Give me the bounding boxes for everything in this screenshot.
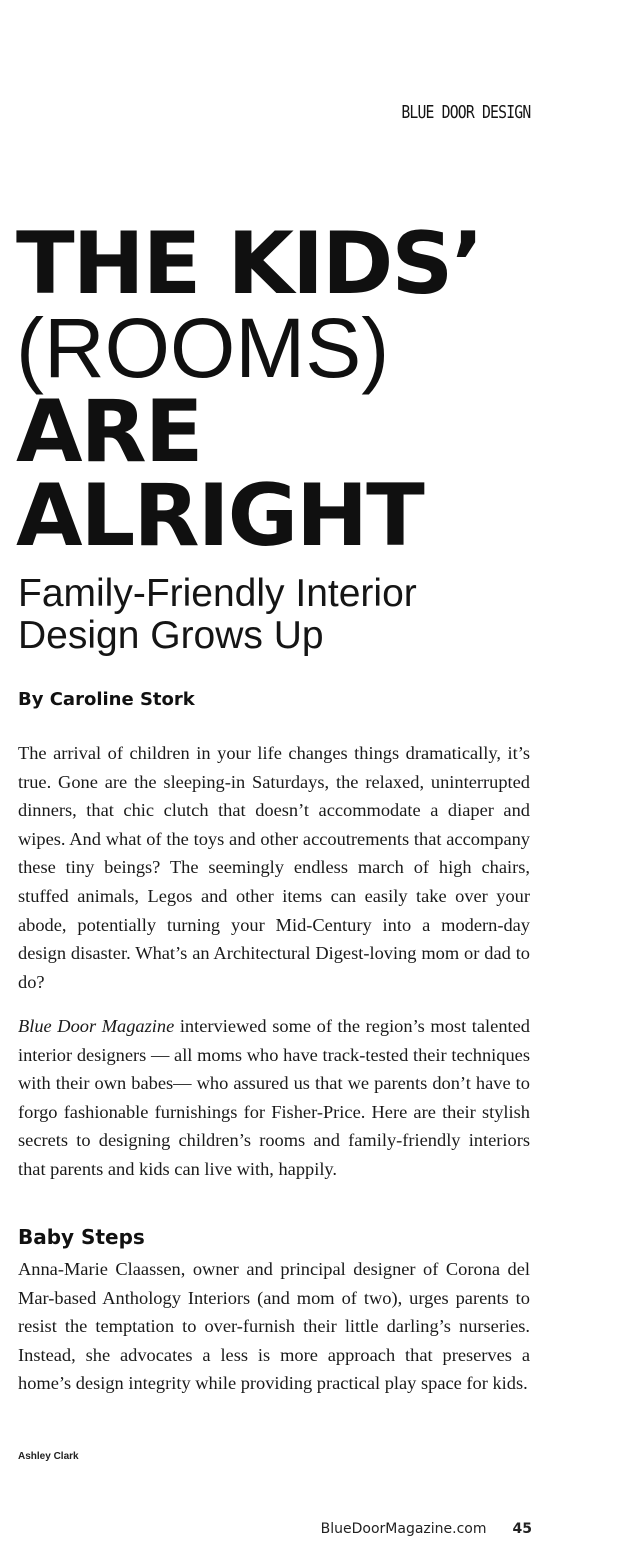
headline-line-1: THE KIDS’ xyxy=(16,214,482,314)
headline-line-4: ALRIGHT xyxy=(16,466,423,566)
headline-line-2: (ROOMS) xyxy=(16,301,390,395)
photo-credit: Ashley Clark xyxy=(18,1451,79,1462)
footer-site: BlueDoorMagazine.com xyxy=(320,1521,487,1537)
magazine-name: Blue Door Magazine xyxy=(18,1016,175,1036)
paragraph-text: The arrival of children in your life changes things dramatically, it’s true. Gone are the sleeping-in Saturdays, the relaxed, uninterrupted dinners, that chic clutch that doesn’t accommodate a diaper and wipes. And what of the toys and other accoutrements that accompany these tiny beings? The seemingly endless march of high chairs, stuffed animals, Legos and other items can easily take over your abode, potentially turning your Mid-Century into a modern-day design disaster. What’s an Architectural Digest-loving mom or dad to do? xyxy=(18,743,530,992)
page-number: 45 xyxy=(512,1521,532,1537)
body-paragraph-2 xyxy=(18,1012,530,1184)
section-tag: BLUE DOOR DESIGN xyxy=(400,102,530,123)
article-headline xyxy=(16,214,482,566)
body-paragraph-1 xyxy=(18,739,530,996)
byline: By Caroline Stork xyxy=(18,689,195,710)
headline-line-3: ARE xyxy=(16,382,202,482)
paragraph-text: Anna-Marie Claassen, owner and principal designer of Corona del Mar-based Anthology Interiors (and mom of two), urges parents to resist the temptation to over-furnish their little darling’s nurseries. Instead, she advocates a less is more approach that preserves a home’s design integrity while providing practical play space for kids. xyxy=(18,1259,530,1394)
page-footer xyxy=(321,1521,532,1537)
section-subhead: Baby Steps xyxy=(18,1225,145,1249)
paragraph-text-rest: interviewed some of the region’s most talented interior designers — all moms who have track-tested their techniques with their own babes— who assured us that we parents don’t have to forgo fashionable furnishings for Fisher-Price. Here are their stylish secrets to designing children’s rooms and family-friendly interiors that parents and kids can live with, happily. xyxy=(18,1016,530,1179)
paragraph-text xyxy=(18,1012,530,1184)
body-paragraph-3 xyxy=(18,1255,530,1398)
article-subtitle: Family-Friendly Interior Design Grows Up xyxy=(18,572,417,657)
